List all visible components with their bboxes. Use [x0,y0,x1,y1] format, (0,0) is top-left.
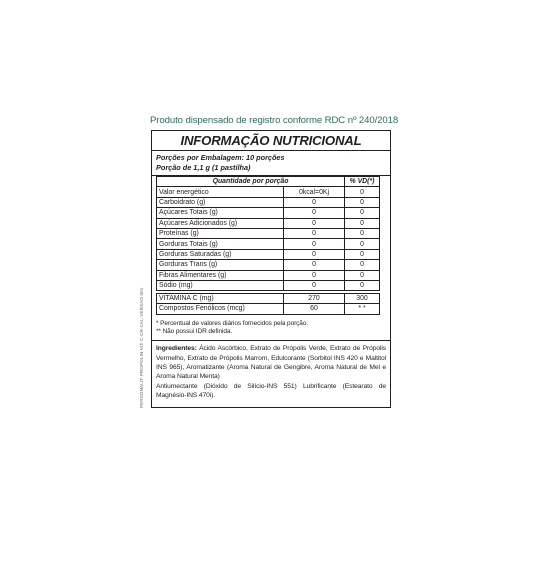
nutrient-vd: 0 [345,197,380,207]
portions-per-package: Porções por Embalagem: 10 porções [156,153,285,162]
nutrient-label: Gorduras Saturadas (g) [157,249,284,259]
nutrient-vd: * * [345,304,380,314]
nutrient-quantity: 0 [284,249,345,259]
nutrient-quantity: 60 [284,304,345,314]
nutrient-quantity: 0kcal=0Kj [284,187,345,197]
nutrient-vd: 300 [345,293,380,303]
nutrient-vd: 0 [345,270,380,280]
ingredients-block [152,344,390,400]
nutrient-vd: 0 [345,218,380,228]
nutrient-quantity: 0 [284,280,345,290]
nutrient-quantity: 270 [284,293,345,303]
nutrient-vd: 0 [345,239,380,249]
nutrition-table [156,176,380,315]
nutrient-label: Compostos Fenólicos (mcg) [157,304,284,314]
table-row [157,218,380,228]
nutrient-label: Proteínas (g) [157,228,284,238]
table-row [157,293,380,303]
footnote-idr: ** Não possui IDR definida. [156,327,233,335]
portion-size: Porção de 1,1 g (1 pastilha) [156,162,251,172]
nutrient-label: Gorduras Trans (g) [157,260,284,270]
nutrient-label: Gorduras Totais (g) [157,239,284,249]
ingredients-paragraph [156,344,386,381]
table-row [157,249,380,259]
ingredients-label: Ingredientes: [156,345,197,353]
ingredients-text: Ácido Ascórbico, Extrato de Própolis Verde, Extrato de Própolis Vermelho, Extrato de Própolis Marrom, Edulcorante (Sorbitol INS 420 e Maltitol INS 965), Aromatizante (Aroma Natural de Gengibre, Aroma Natural de Mel e Aroma Natural Menta) [156,345,386,381]
quantity-header: Quantidade por porção [157,177,345,187]
side-code-text: PERSONALIT·PROPOLIN·VIT·C·CR·CAL·VERSAO 001 [139,287,144,408]
vd-header: % VD(*) [345,177,380,187]
table-row [157,239,380,249]
regulatory-note: Produto dispensado de registro conforme RDC nº 240/2018 [150,115,399,126]
nutrient-quantity: 0 [284,270,345,280]
nutrient-label: Açúcares Totais (g) [157,208,284,218]
portions-block [152,151,390,176]
nutrient-quantity: 0 [284,197,345,207]
nutrient-vd: 0 [345,228,380,238]
nutrient-vd: 0 [345,249,380,259]
table-row [157,280,380,290]
table-row [157,260,380,270]
nutrient-label: Açúcares Adicionados (g) [157,218,284,228]
nutrient-label: Valor energético [157,187,284,197]
panel-title: INFORMAÇÃO NUTRICIONAL [152,131,390,151]
table-header-row [157,177,380,187]
nutrient-quantity: 0 [284,218,345,228]
table-row [157,208,380,218]
table-row [157,270,380,280]
nutrient-label: Fibras Alimentares (g) [157,270,284,280]
nutrient-vd: 0 [345,280,380,290]
nutrient-label: Carboidrato (g) [157,197,284,207]
footnote-vd: * Percentual de valores diários fornecidos pela porção. [156,319,309,327]
table-row [157,197,380,207]
nutrient-vd: 0 [345,260,380,270]
table-row [157,228,380,238]
nutrient-quantity: 0 [284,228,345,238]
nutrient-vd: 0 [345,187,380,197]
nutrient-vd: 0 [345,208,380,218]
nutrient-label: VITAMINA C (mg) [157,293,284,303]
nutrition-facts-panel [151,130,391,408]
table-row [157,187,380,197]
footnotes [152,320,390,337]
nutrient-quantity: 0 [284,208,345,218]
table-row [157,304,380,314]
nutrient-quantity: 0 [284,239,345,249]
nutrient-label: Sódio (mg) [157,280,284,290]
section-divider [152,340,390,341]
nutrient-quantity: 0 [284,260,345,270]
ingredients-text-continued: Antiumectante (Dióxido de Silício-INS 551) Lubrificante (Estearato de Magnésio-INS 470i). [156,382,386,399]
